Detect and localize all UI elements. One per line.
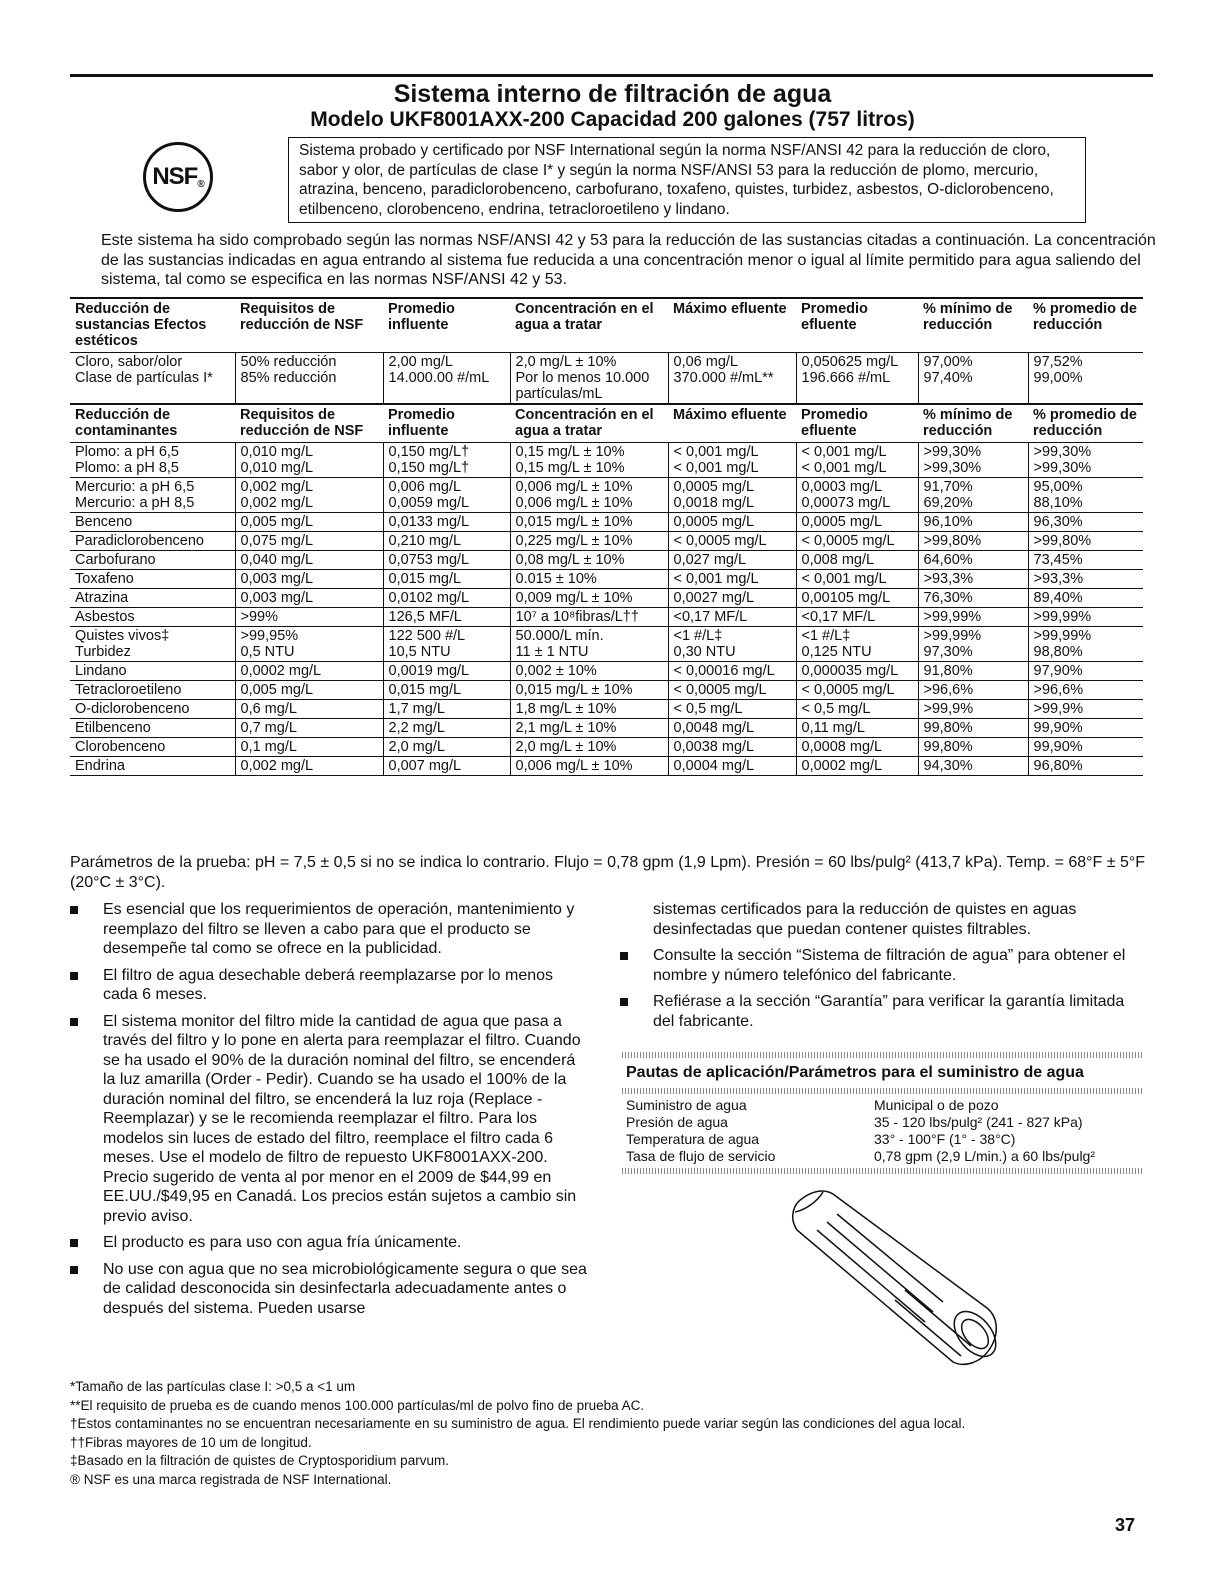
water-filter-cartridge-icon: [775, 1190, 1025, 1370]
column-header: % promedio de reducción: [1028, 298, 1143, 353]
bullet-square-icon: [70, 1018, 78, 1026]
table-cell: 99,90%: [1028, 719, 1143, 738]
table-cell: 1,7 mg/L: [383, 700, 510, 719]
table-cell: < 0,0005 mg/L: [796, 532, 918, 551]
table-cell: 0,0005 mg/L: [796, 513, 918, 532]
nsf-logo-reg: ®: [197, 178, 204, 190]
bullet-item: [620, 992, 1140, 1031]
page-title: Sistema interno de filtración de agua: [393, 80, 832, 108]
table-cell: 0,0027 mg/L: [668, 589, 796, 608]
table-cell: 91,80%: [918, 662, 1028, 681]
column-header: Máximo efluente: [668, 298, 796, 353]
table-cell: < 0,0005 mg/L: [668, 681, 796, 700]
bullet-square-icon: [70, 972, 78, 980]
table-cell: 95,00% 88,10%: [1028, 478, 1143, 513]
table-cell: 64,60%: [918, 551, 1028, 570]
column-header: Promedio influente: [383, 298, 510, 353]
bullet-item: [70, 1012, 590, 1227]
table-cell: >99,99%: [918, 608, 1028, 627]
table-cell: >99,99%: [1028, 608, 1143, 627]
column-header: Promedio influente: [383, 404, 510, 443]
bullet-text: No use con agua que no sea microbiológicamente segura o que sea de calidad desconocida sin desinfectarla adecuadamente antes o después del sistema. Pueden usarse: [103, 1260, 587, 1317]
table-cell: Tetracloroetileno: [70, 681, 235, 700]
table-row: [70, 478, 1143, 513]
bullet-item: [70, 966, 590, 1005]
table-cell: 122 500 #/L 10,5 NTU: [383, 627, 510, 662]
table-row: [70, 353, 1143, 405]
application-guidelines-box: [622, 1052, 1143, 1174]
column-header: Requisitos de reducción de NSF: [235, 298, 383, 353]
table-cell: Etilbenceno: [70, 719, 235, 738]
table-cell: 0,005 mg/L: [235, 681, 383, 700]
table-cell: 0,005 mg/L: [235, 513, 383, 532]
application-value: 0,78 gpm (2,9 L/min.) a 60 lbs/pulg²: [874, 1148, 1096, 1164]
table-cell: 0,006 mg/L ± 10%: [510, 757, 668, 776]
table-cell: 97,00% 97,40%: [918, 353, 1028, 405]
column-header: Requisitos de reducción de NSF: [235, 404, 383, 443]
contaminant-header-row: [70, 404, 1143, 443]
table-cell: 0,050625 mg/L 196.666 #/mL: [796, 353, 918, 405]
table-cell: 2,0 mg/L: [383, 738, 510, 757]
table-cell: >99,30% >99,30%: [918, 443, 1028, 478]
table-cell: < 0,5 mg/L: [796, 700, 918, 719]
table-cell: 91,70% 69,20%: [918, 478, 1028, 513]
table-cell: 0.015 ± 10%: [510, 570, 668, 589]
table-cell: Mercurio: a pH 6,5 Mercurio: a pH 8,5: [70, 478, 235, 513]
table-cell: 89,40%: [1028, 589, 1143, 608]
table-cell: 0,008 mg/L: [796, 551, 918, 570]
table-cell: 2,0 mg/L ± 10%: [510, 738, 668, 757]
table-row: [70, 681, 1143, 700]
table-cell: 0,225 mg/L ± 10%: [510, 532, 668, 551]
bullet-square-icon: [620, 952, 628, 960]
table-row: [70, 589, 1143, 608]
table-row: [70, 570, 1143, 589]
table-cell: 97,52% 99,00%: [1028, 353, 1143, 405]
table-cell: >99,9%: [1028, 700, 1143, 719]
column-header: Reducción de sustancias Efectos estéticos: [70, 298, 235, 353]
bullet-text: Refiérase a la sección “Garantía” para verificar la garantía limitada del fabricante.: [653, 993, 1125, 1030]
table-cell: 0,0005 mg/L: [668, 513, 796, 532]
table-cell: >99,99% 98,80%: [1028, 627, 1143, 662]
table-row: [70, 757, 1143, 776]
bullet-text: Es esencial que los requerimientos de operación, mantenimiento y reemplazo del filtro se lleven a cabo para que el producto se desempeñe tal como se ofrece en la publicidad.: [103, 901, 575, 957]
column-header: % mínimo de reducción: [918, 298, 1028, 353]
table-cell: 96,80%: [1028, 757, 1143, 776]
table-row: [70, 513, 1143, 532]
table-cell: < 0,5 mg/L: [668, 700, 796, 719]
table-cell: < 0,001 mg/L: [668, 570, 796, 589]
table-cell: 2,0 mg/L ± 10% Por lo menos 10.000 partículas/mL: [510, 353, 668, 405]
table-row: [70, 608, 1143, 627]
table-cell: 0,210 mg/L: [383, 532, 510, 551]
application-row: [626, 1114, 1139, 1131]
table-row: [70, 551, 1143, 570]
certification-box: Sistema probado y certificado por NSF International según la norma NSF/ANSI 42 para la reducción de cloro, sabor y olor, de partículas de clase I* y según la norma NSF/ANSI 53 para la reducción de plomo, mercurio, atrazina, benceno, paradiclorobenceno, carbofurano, toxafeno, quistes, turbidez, asbestos, O-diclorobenceno, etilbenceno, clorobenceno, endrina, tetracloroetileno y lindano.: [288, 137, 1086, 223]
table-cell: 50.000/L mín. 11 ± 1 NTU: [510, 627, 668, 662]
table-row: [70, 719, 1143, 738]
table-cell: 73,45%: [1028, 551, 1143, 570]
bullet-text: El filtro de agua desechable deberá reemplazarse por lo menos cada 6 meses.: [103, 966, 554, 1003]
table-cell: Clorobenceno: [70, 738, 235, 757]
table-cell: 0,0019 mg/L: [383, 662, 510, 681]
table-cell: <1 #/L‡ 0,30 NTU: [668, 627, 796, 662]
application-row: [626, 1131, 1139, 1148]
table-cell: 0,027 mg/L: [668, 551, 796, 570]
table-cell: 0,00105 mg/L: [796, 589, 918, 608]
table-cell: < 0,0005 mg/L: [796, 681, 918, 700]
table-cell: 2,00 mg/L 14.000.00 #/mL: [383, 353, 510, 405]
aesthetic-header-row: [70, 298, 1143, 353]
table-cell: 0,0002 mg/L: [235, 662, 383, 681]
table-cell: >93,3%: [1028, 570, 1143, 589]
column-header: Concentración en el agua a tratar: [510, 298, 668, 353]
application-guidelines-title: Pautas de aplicación/Parámetros para el suministro de agua: [626, 1064, 1084, 1081]
table-cell: 0,010 mg/L 0,010 mg/L: [235, 443, 383, 478]
table-cell: < 0,001 mg/L < 0,001 mg/L: [796, 443, 918, 478]
application-key: Temperatura de agua: [626, 1131, 760, 1147]
table-cell: 0,003 mg/L: [235, 570, 383, 589]
table-row: [70, 532, 1143, 551]
table-cell: >99,80%: [918, 532, 1028, 551]
column-header: Concentración en el agua a tratar: [510, 404, 668, 443]
table-cell: 0,002 ± 10%: [510, 662, 668, 681]
application-key: Presión de agua: [626, 1114, 728, 1130]
table-cell: Toxafeno: [70, 570, 235, 589]
table-cell: 0,0038 mg/L: [668, 738, 796, 757]
table-cell: < 0,0005 mg/L: [668, 532, 796, 551]
table-cell: 97,90%: [1028, 662, 1143, 681]
table-cell: 0,15 mg/L ± 10% 0,15 mg/L ± 10%: [510, 443, 668, 478]
footnote: †Estos contaminantes no se encuentran necesariamente en su suministro de agua. El rendimiento puede variar según las condiciones del agua local.: [70, 1416, 966, 1431]
table-cell: 94,30%: [918, 757, 1028, 776]
table-cell: >99,30% >99,30%: [1028, 443, 1143, 478]
table-cell: 0,0008 mg/L: [796, 738, 918, 757]
table-row: [70, 662, 1143, 681]
table-cell: 0,0102 mg/L: [383, 589, 510, 608]
table-cell: 0,009 mg/L ± 10%: [510, 589, 668, 608]
nsf-logo-icon: [143, 142, 213, 212]
table-cell: O-diclorobenceno: [70, 700, 235, 719]
table-cell: 0,1 mg/L: [235, 738, 383, 757]
bullet-item: [70, 1233, 590, 1253]
bullet-square-icon: [620, 998, 628, 1006]
application-row: [626, 1097, 1139, 1114]
table-cell: 0,015 mg/L: [383, 681, 510, 700]
right-column: [620, 900, 1140, 1038]
table-cell: 0,06 mg/L 370.000 #/mL**: [668, 353, 796, 405]
bullet-text: El sistema monitor del filtro mide la cantidad de agua que pasa a través del filtro y lo pone en alerta para reemplazar el filtro. Cuando se ha usado el 90% de la duración nominal del filtro, se encenderá la luz amarilla (Order - Pedir). Cuando se ha usado el 100% de la duración nominal del filtro, se encenderá la luz roja (Replace - Reemplazar) y se le recomienda reemplazar el filtro. Para los modelos sin luces de estado del filtro, reemplace el filtro cada 6 meses. Use el modelo de filtro de repuesto UKF8001AXX-200. Precio sugerido de venta al por menor en el 2009 de $44,99 en EE.UU./$49,95 en Canadá. Los precios están sujetos a cambio sin previo aviso.: [103, 1012, 581, 1225]
table-cell: 0,0004 mg/L: [668, 757, 796, 776]
bullet-text: Consulte la sección “Sistema de filtración de agua” para obtener el nombre y número telefónico del fabricante.: [653, 947, 1126, 984]
column-header: Máximo efluente: [668, 404, 796, 443]
table-cell: <0,17 MF/L: [668, 608, 796, 627]
footnote: **El requisito de prueba es de cuando menos 100.000 partículas/ml de polvo fino de prueba AC.: [70, 1397, 645, 1413]
table-cell: Benceno: [70, 513, 235, 532]
table-cell: Plomo: a pH 6,5 Plomo: a pH 8,5: [70, 443, 235, 478]
table-cell: 0,015 mg/L ± 10%: [510, 681, 668, 700]
table-cell: 0,08 mg/L ± 10%: [510, 551, 668, 570]
application-key: Suministro de agua: [626, 1097, 747, 1113]
column-header: % promedio de reducción: [1028, 404, 1143, 443]
table-cell: 0,0005 mg/L 0,0018 mg/L: [668, 478, 796, 513]
performance-table: [70, 297, 1143, 776]
table-cell: 0,006 mg/L 0,0059 mg/L: [383, 478, 510, 513]
table-cell: 96,30%: [1028, 513, 1143, 532]
table-cell: Quistes vivos‡ Turbidez: [70, 627, 235, 662]
table-cell: 0,7 mg/L: [235, 719, 383, 738]
table-cell: 0,002 mg/L 0,002 mg/L: [235, 478, 383, 513]
table-cell: 50% reducción 85% reducción: [235, 353, 383, 405]
table-row: [70, 738, 1143, 757]
application-row: [626, 1148, 1139, 1165]
table-cell: < 0,00016 mg/L: [668, 662, 796, 681]
table-cell: 96,10%: [918, 513, 1028, 532]
page-subtitle: Modelo UKF8001AXX-200 Capacidad 200 galones (757 litros): [310, 108, 915, 131]
nsf-logo-text: NSF: [152, 163, 198, 190]
table-cell: 10⁷ a 10⁸fibras/L††: [510, 608, 668, 627]
footnote: ® NSF es una marca registrada de NSF International.: [70, 1471, 392, 1487]
table-cell: 76,30%: [918, 589, 1028, 608]
table-cell: 0,0003 mg/L 0,00073 mg/L: [796, 478, 918, 513]
table-cell: 0,006 mg/L ± 10% 0,006 mg/L ± 10%: [510, 478, 668, 513]
table-row: [70, 443, 1143, 478]
table-cell: <0,17 MF/L: [796, 608, 918, 627]
page-number: 37: [1115, 1515, 1136, 1535]
table-cell: < 0,001 mg/L: [796, 570, 918, 589]
table-cell: >99,9%: [918, 700, 1028, 719]
table-cell: >96,6%: [1028, 681, 1143, 700]
column-header: % mínimo de reducción: [918, 404, 1028, 443]
table-cell: >93,3%: [918, 570, 1028, 589]
table-cell: Lindano: [70, 662, 235, 681]
bullet-square-icon: [70, 906, 78, 914]
footnote: ‡Basado en la filtración de quistes de Cryptosporidium parvum.: [70, 1453, 449, 1468]
column-header: Reducción de contaminantes: [70, 404, 235, 443]
table-cell: 0,000035 mg/L: [796, 662, 918, 681]
table-cell: >99,95% 0,5 NTU: [235, 627, 383, 662]
table-cell: 0,0048 mg/L: [668, 719, 796, 738]
table-cell: 0,002 mg/L: [235, 757, 383, 776]
table-cell: >99,80%: [1028, 532, 1143, 551]
table-cell: 99,80%: [918, 738, 1028, 757]
table-cell: 0,007 mg/L: [383, 757, 510, 776]
table-cell: 0,015 mg/L ± 10%: [510, 513, 668, 532]
table-cell: <1 #/L‡ 0,125 NTU: [796, 627, 918, 662]
table-cell: 2,1 mg/L ± 10%: [510, 719, 668, 738]
table-cell: 0,150 mg/L† 0,150 mg/L†: [383, 443, 510, 478]
footnote: *Tamaño de las partículas clase I: >0,5 a <1 um: [70, 1379, 356, 1394]
table-cell: 0,11 mg/L: [796, 719, 918, 738]
application-value: 35 - 120 lbs/pulg² (241 - 827 kPa): [874, 1114, 1083, 1130]
table-cell: 0,015 mg/L: [383, 570, 510, 589]
table-cell: 99,80%: [918, 719, 1028, 738]
application-guidelines-rows: [622, 1094, 1143, 1168]
table-cell: Carbofurano: [70, 551, 235, 570]
test-parameters: Parámetros de la prueba: pH = 7,5 ± 0,5 si no se indica lo contrario. Flujo = 0,78 gpm (1,9 Lpm). Presión = 60 lbs/pulg² (413,7 kPa). Temp. = 68°F ± 5°F (20°C ± 3°C).: [70, 854, 1146, 891]
table-cell: 0,0753 mg/L: [383, 551, 510, 570]
table-cell: 0,0133 mg/L: [383, 513, 510, 532]
table-cell: Endrina: [70, 757, 235, 776]
application-key: Tasa de flujo de servicio: [626, 1148, 776, 1164]
table-cell: 0,003 mg/L: [235, 589, 383, 608]
table-cell: 1,8 mg/L ± 10%: [510, 700, 668, 719]
bullet-item: [70, 900, 590, 959]
application-value: Municipal o de pozo: [874, 1097, 999, 1113]
bullet-item: [70, 1260, 590, 1319]
table-cell: 126,5 MF/L: [383, 608, 510, 627]
footnotes: [70, 1378, 1160, 1489]
table-cell: < 0,001 mg/L < 0,001 mg/L: [668, 443, 796, 478]
table-cell: 0,0002 mg/L: [796, 757, 918, 776]
top-rule: [70, 74, 1153, 77]
column-header: Promedio efluente: [796, 298, 918, 353]
table-row: [70, 700, 1143, 719]
table-row: [70, 627, 1143, 662]
table-cell: 99,90%: [1028, 738, 1143, 757]
table-cell: >96,6%: [918, 681, 1028, 700]
table-cell: 0,075 mg/L: [235, 532, 383, 551]
table-cell: Paradiclorobenceno: [70, 532, 235, 551]
table-cell: Cloro, sabor/olor Clase de partículas I*: [70, 353, 235, 405]
table-cell: >99%: [235, 608, 383, 627]
bullet-square-icon: [70, 1239, 78, 1247]
table-cell: Asbestos: [70, 608, 235, 627]
left-column: [70, 900, 590, 1325]
right-continuation-text: sistemas certificados para la reducción de quistes en aguas desinfectadas que puedan contener quistes filtrables.: [653, 901, 1077, 938]
intro-paragraph: Este sistema ha sido comprobado según las normas NSF/ANSI 42 y 53 para la reducción de las sustancias citadas a continuación. La concentración de las sustancias indicadas en agua entrando al sistema fue reducida a una concentración menor o igual al límite permitido para agua saliendo del sistema, tal como se especifica en las normas NSF/ANSI 42 y 53.: [101, 232, 1156, 288]
table-cell: Atrazina: [70, 589, 235, 608]
bullet-square-icon: [70, 1266, 78, 1274]
column-header: Promedio efluente: [796, 404, 918, 443]
hatch-divider: [622, 1168, 1143, 1174]
table-cell: 2,2 mg/L: [383, 719, 510, 738]
bullet-item: [620, 946, 1140, 985]
table-cell: 0,6 mg/L: [235, 700, 383, 719]
table-cell: 0,040 mg/L: [235, 551, 383, 570]
table-cell: >99,99% 97,30%: [918, 627, 1028, 662]
bullet-text: El producto es para uso con agua fría únicamente.: [103, 1234, 462, 1251]
footnote: ††Fibras mayores de 10 um de longitud.: [70, 1434, 312, 1450]
application-value: 33° - 100°F (1° - 38°C): [874, 1131, 1016, 1147]
